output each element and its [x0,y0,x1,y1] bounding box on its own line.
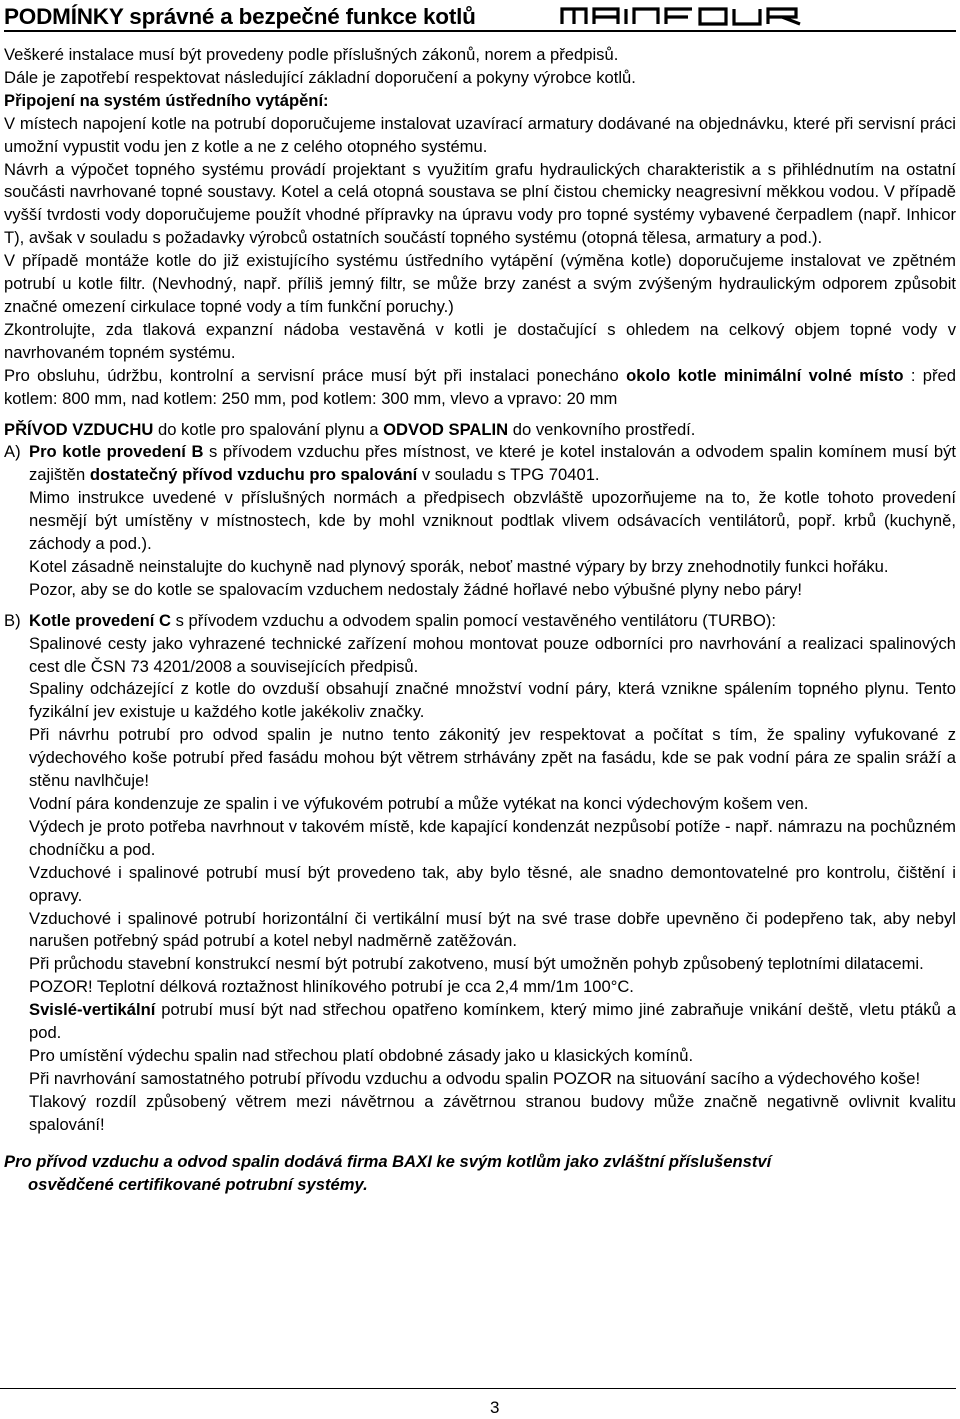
section-b-paragraph: Tlakový rozdíl způsobený větrem mezi návětrnou a závětrnou stranou budovy může značně negativně ovlivnit kvalitu spalování! [29,1091,956,1134]
page-title: PODMÍNKY správné a bezpečné funkce kotlů [4,4,476,29]
heating-paragraph: Návrh a výpočet topného systému provádí projektant s využitím grafu hydraulických charakteristik a s přihlédnutím na ostatní součásti navrhované topné soustavy. Kotel a celá otopná soustava se plní čistou chemicky neagresivní měkkou vodou. V případě vyšší tvrdosti vody doporučujeme použít vhodné přípravky na úpravu vody pro topné systémy vybavené čerpadlem (např. Inhicor T), avšak v souladu s požadavky výrobců ostatních součástí topného systému (otopná tělesa, armatury a pod.). [4,159,956,248]
section-b-paragraph: Při navrhování samostatného potrubí přívodu vzduchu a odvodu spalin POZOR na situování sacího a výdechového koše! [29,1068,921,1088]
section-b-intro: Kotle provedení C s přívodem vzduchu a odvodem spalin pomocí vestavěného ventilátoru (TURBO): [29,610,777,630]
document-page [4,0,956,1196]
page-number: 3 [490,1398,500,1417]
section-a-paragraph: Kotel zásadně neinstalujte do kuchyně nad plynový sporák, neboť mastné výpary by brzy znehodnotily funkci hořáku. [29,556,889,576]
closing-note [4,1151,956,1197]
section-a [4,441,956,601]
intro-line: Veškeré instalace musí být provedeny podle příslušných zákonů, norem a předpisů. [4,45,619,64]
section-b-paragraph: Pro umístění výdechu spalin nad střechou platí obdobné zásady jako u klasických komínů. [29,1045,694,1065]
closing-line: Pro přívod vzduchu a odvod spalin dodává firma BAXI ke svým kotlům jako zvláštní příslušenství [4,1151,772,1171]
section-b-paragraph: Spalinové cesty jako vyhrazené technické zařízení mohou montovat pouze odborníci pro navrhování a realizaci spalinových cest dle ČSN 73 4201/2008 a souvisejících předpisů. [29,633,956,676]
page-header [4,0,956,34]
heating-paragraph: V případě montáže kotle do již existujícího systému ústředního vytápění (výměna kotle) doporučujeme instalovat ve zpětném potrubí u kotle filtr. (Nevhodný, např. příliš jemný filtr, se může brzy zanést a svým zvýšeným hydraulickým odporem způsobit značné omezení cirkulace topné vody a tím funkční poruchy.) [4,251,956,316]
section-b-paragraph: Při návrhu potrubí pro odvod spalin je nutno tento zákonitý jev respektovat a počítat s tím, že spaliny vyfukované z výdechového koše potrubí před fasádu mohou být větrem strhávány zpět na fasádu, kde se pak vodní pára ze spalin sráží a stěnu navlhčuje! [29,725,956,791]
section-b-paragraph: POZOR! Teplotní délková roztažnost hliníkového potrubí je cca 2,4 mm/1m 100°C. [29,977,634,997]
document-body [4,44,956,1137]
section-b-paragraph: Spaliny odcházející z kotle do ovzduší obsahují značné množství vodní páry, která vznikne spálením topného plynu. Tento fyzikální jev existuje u každého kotle jakékoliv značky. [29,679,956,722]
footer-rule [0,1388,956,1389]
section-b-paragraph: Vzduchové i spalinové potrubí horizontální či vertikální musí být na své trase dobře upevněno či podepřeno tak, aby nebyl narušen potřebný spád potrubí a kotel nebyl nadměrně zatěžován. [29,908,956,951]
section-a-paragraph: Mimo instrukce uvedené v příslušných normách a předpisech obzvláště upozorňujeme na to, že kotle tohoto provedení nesmějí být umístěny v místnostech, kde by mohl vzniknout podtlak vlivem odsávacích ventilátorů, popř. krbů (kuchyně, záchody a pod.). [29,488,956,554]
section-a-warning: Pozor, aby se do kotle se spalovacím vzduchem nedostaly žádné hořlavé nebo výbušné plyny nebo páry! [29,579,802,599]
section-b-label: B) [4,610,21,630]
brand-logo [560,4,822,28]
closing-line: osvědčené certifikované potrubní systémy. [28,1174,368,1194]
section-b-paragraph: Při průchodu stavební konstrukcí nesmí být potrubí zakotveno, musí být umožněn pohyb způsobený teplotními dilatacemi. [29,954,924,974]
section-b-paragraph: Vodní pára kondenzuje ze spalin i ve výfukovém potrubí a může vytékat na konci výdechovým košem ven. [29,794,809,813]
air-intake-heading: PŘÍVOD VZDUCHU do kotle pro spalování plynu a ODVOD SPALIN do venkovního prostředí. [4,419,696,439]
section-b-paragraph: Vzduchové i spalinové potrubí musí být provedeno tak, aby bylo těsné, ale snadno demontovatelné pro kontrolu, čištění i opravy. [29,862,956,905]
section-a-intro: Pro kotle provedení B s přívodem vzduchu přes místnost, ve které je kotel instalován a odvodem spalin komínem musí být zajištěn dostatečný přívod vzduchu pro spalování v souladu s TPG 70401. [29,442,956,485]
clearance-paragraph: Pro obsluhu, údržbu, kontrolní a servisní práce musí být při instalaci ponecháno okolo kotle minimální volné místo : před kotlem: 800 mm, nad kotlem: 250 mm, pod kotlem: 300 mm, vlevo a vpravo: 20 mm [4,365,956,408]
header-rule [4,30,956,32]
heating-paragraph: Zkontrolujte, zda tlaková expanzní nádoba vestavěná v kotli je dostačující s ohledem na celkový objem topné vody v navrhovaném topném systému. [4,319,956,362]
heating-paragraph: V místech napojení kotle na potrubí doporučujeme instalovat uzavírací armatury dodávané na objednávku, které při servisní práci umožní vypustit vodu jen z kotle a ne z celého otopného systému. [4,113,956,156]
heating-heading: Připojení na systém ústředního vytápění: [4,90,329,110]
section-b [4,610,956,1137]
intro-line: Dále je zapotřebí respektovat následující základní doporučení a pokyny výrobce kotlů. [4,67,636,87]
section-b-paragraph: Výdech je proto potřeba navrhnout v takovém místě, kde kapající kondenzát nezpůsobí potíže - např. námrazu na pochůzném chodníčku a pod. [29,816,956,859]
section-b-paragraph: Svislé-vertikální potrubí musí být nad střechou opatřeno komínkem, který mimo jiné zabraňuje vnikání deště, vletu ptáků a pod. [29,1000,956,1043]
section-a-label: A) [4,442,21,462]
